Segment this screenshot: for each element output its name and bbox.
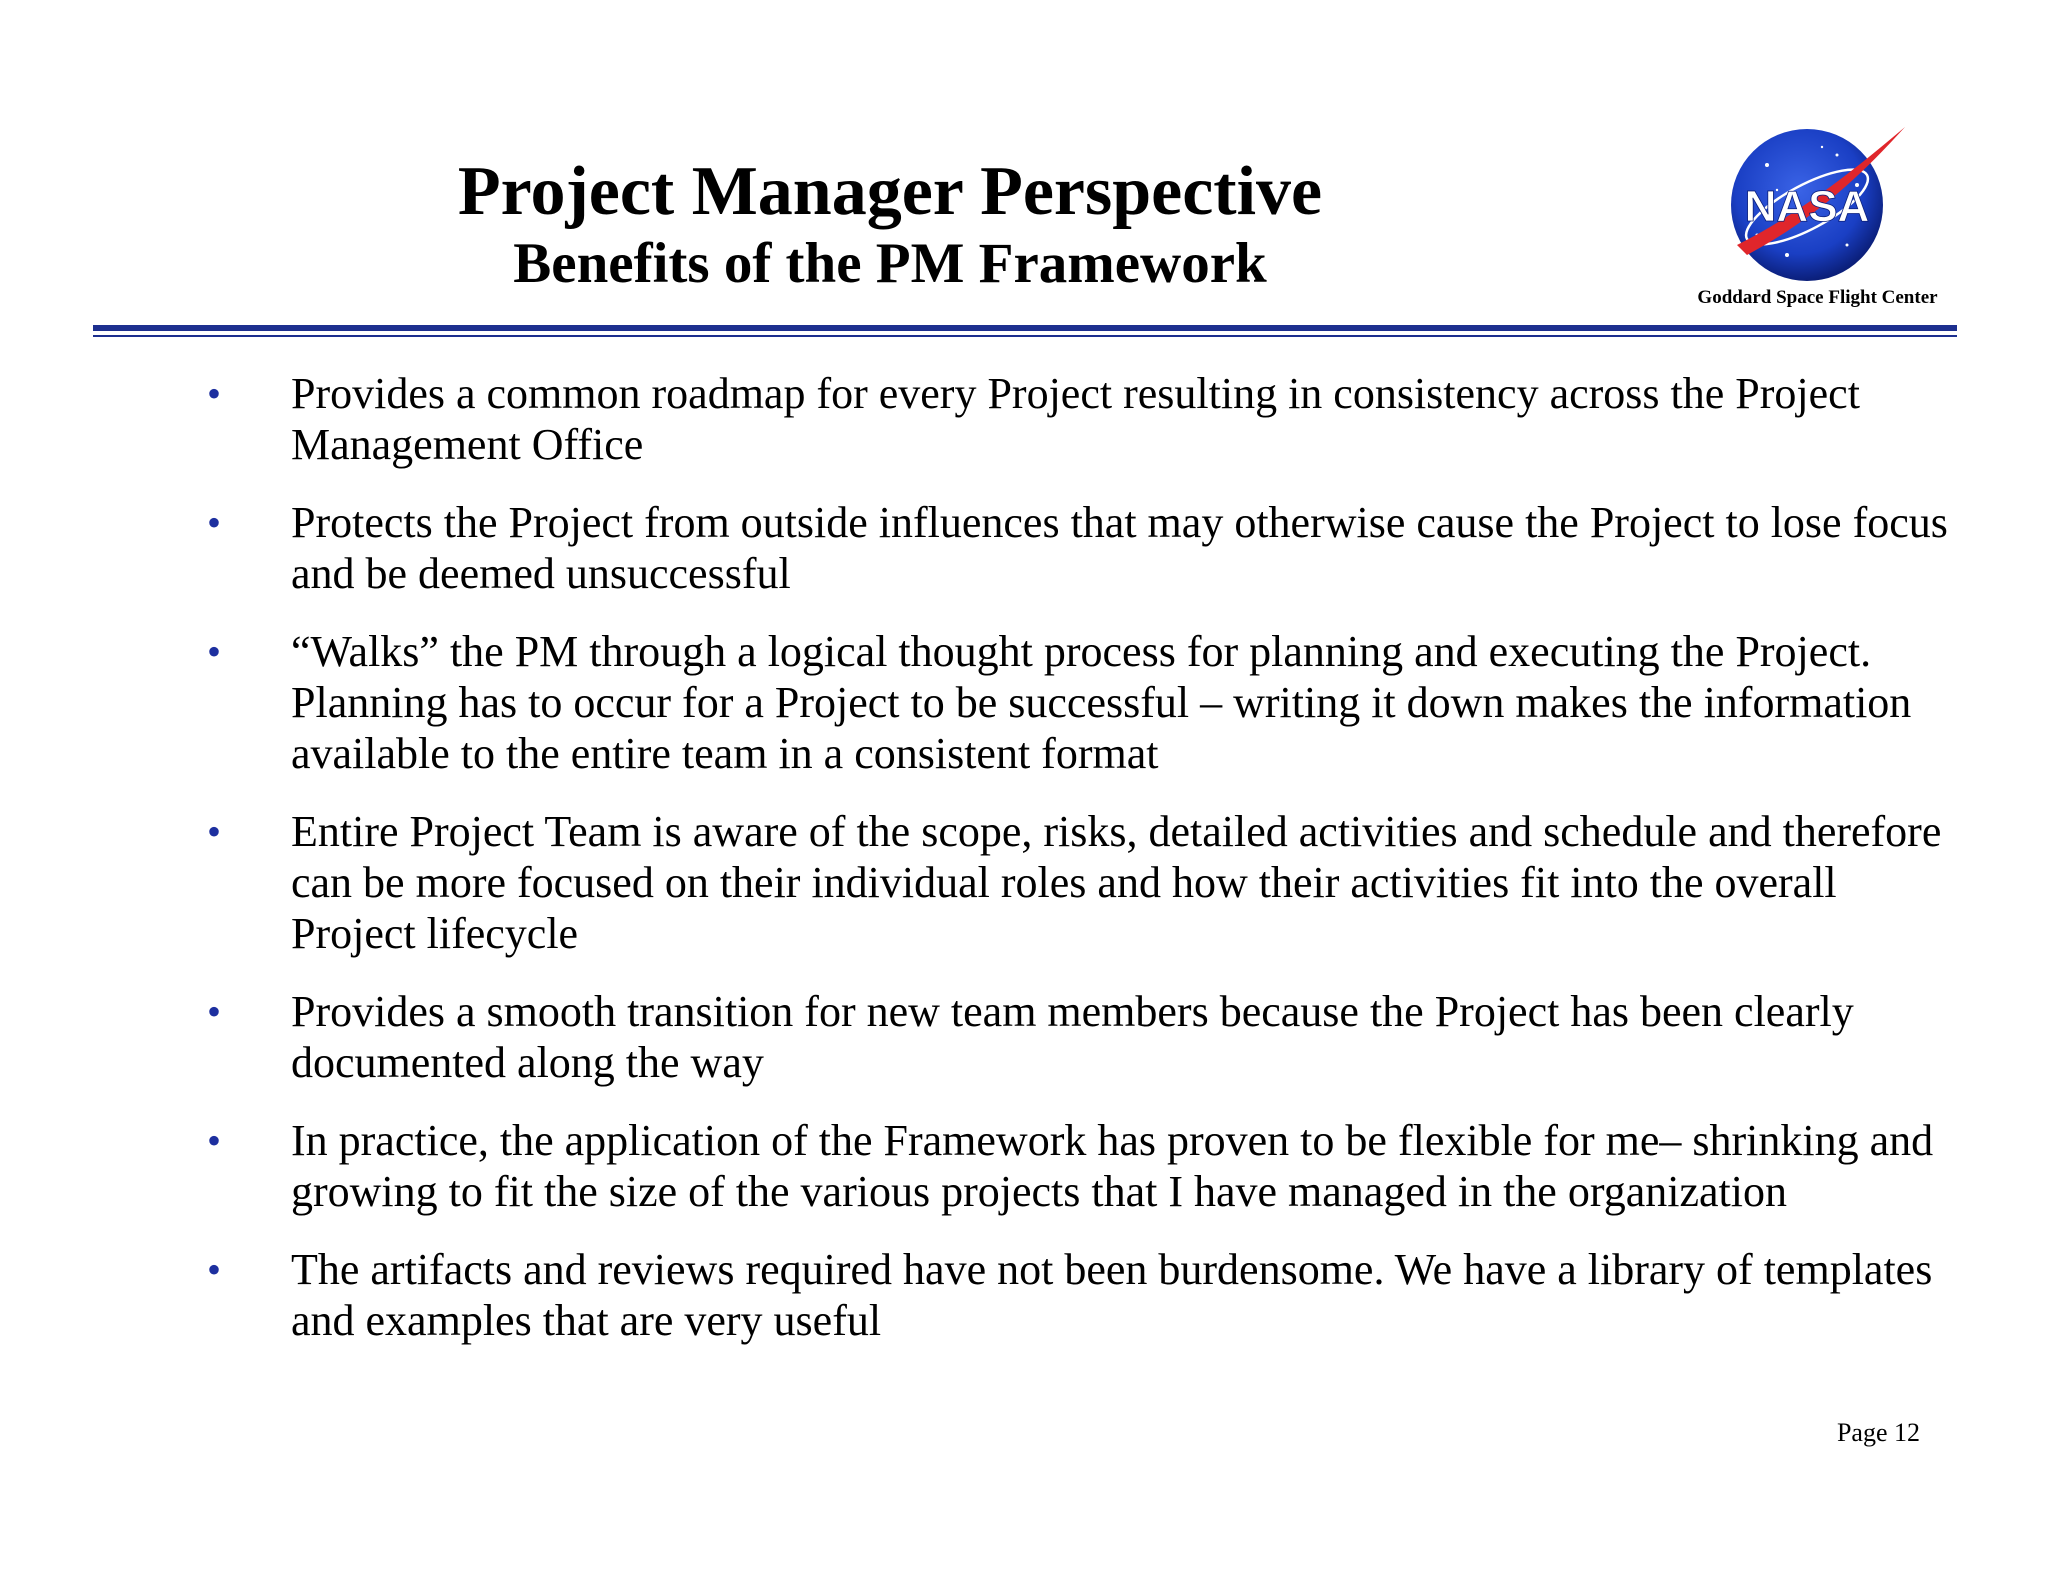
list-item (195, 806, 1970, 959)
header-rule-thin (93, 335, 1957, 337)
page-number: Page 12 (1836, 1418, 1920, 1447)
list-item (195, 1115, 1970, 1217)
bullet-icon: • (207, 371, 222, 416)
bullet-icon: • (207, 629, 222, 674)
bullet-icon: • (207, 500, 222, 545)
list-item (195, 986, 1970, 1088)
bullet-text: The artifacts and reviews required have not been burdensome. We have a library of templates and examples that are very useful (291, 1245, 1933, 1345)
list-item (195, 1244, 1970, 1346)
bullet-icon: • (207, 989, 222, 1034)
bullet-text: Provides a common roadmap for every Project resulting in consistency across the Project Management Office (291, 369, 1860, 469)
page-title: Project Manager Perspective (457, 153, 1323, 230)
list-item (195, 497, 1970, 599)
bullet-text: Protects the Project from outside influences that may otherwise cause the Project to lose focus and be deemed unsuccessful (291, 498, 1948, 598)
bullet-icon: • (207, 809, 222, 854)
list-item (195, 626, 1970, 779)
bullet-icon: • (207, 1118, 222, 1163)
bullet-text: Provides a smooth transition for new team members because the Project has been clearly documented along the way (291, 987, 1854, 1087)
nasa-meatball-logo-icon (1727, 125, 1907, 285)
bullet-text: “Walks” the PM through a logical thought process for planning and executing the Project. Planning has to occur for a Project to be successful – writing it down makes the information available to the entire team in a consistent format (291, 627, 1912, 778)
list-item (195, 368, 1970, 470)
logo-wordmark: NASA (1744, 182, 1870, 231)
header-rule-thick (93, 325, 1957, 331)
page-subtitle: Benefits of the PM Framework (513, 232, 1267, 295)
center-name: Goddard Space Flight Center (1697, 287, 1938, 308)
bullet-text: Entire Project Team is aware of the scope, risks, detailed activities and schedule and therefore can be more focused on their individual roles and how their activities fit into the overall Project lifecycle (291, 807, 1942, 958)
nasa-logo (1665, 125, 1970, 315)
bullet-list (195, 368, 1970, 1373)
bullet-icon: • (207, 1247, 222, 1292)
bullet-text: In practice, the application of the Framework has proven to be flexible for me– shrinking and growing to fit the size of the various projects that I have managed in the organization (291, 1116, 1934, 1216)
title-block (300, 152, 1480, 296)
